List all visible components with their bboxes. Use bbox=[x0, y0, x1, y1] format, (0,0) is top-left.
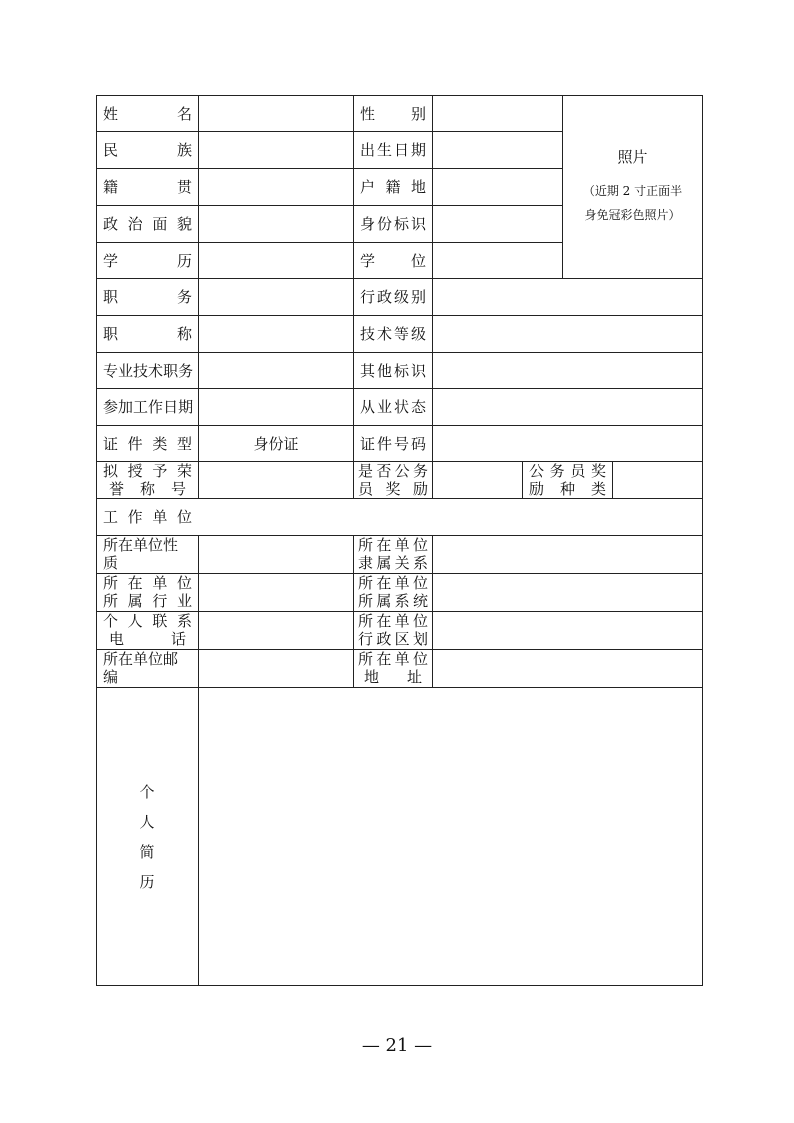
label-char: 期 bbox=[410, 140, 426, 159]
label-unit-nature: 所在单位性质 bbox=[103, 536, 179, 572]
label-char: 在 bbox=[376, 574, 392, 592]
label-char: 称 bbox=[176, 324, 192, 343]
label-char: 生 bbox=[376, 140, 392, 159]
label-char: 姓 bbox=[103, 104, 119, 123]
label-native-place bbox=[97, 168, 198, 205]
label-char: 型 bbox=[176, 434, 192, 453]
label-char: 码 bbox=[410, 434, 426, 453]
label-char: 性 bbox=[360, 104, 376, 123]
label-char: 在 bbox=[376, 612, 392, 630]
label-char: 奖 bbox=[590, 461, 606, 480]
label-household-registration bbox=[354, 168, 432, 205]
label-char: 等 bbox=[393, 324, 409, 343]
label-char: 区 bbox=[394, 630, 410, 648]
label-char: 位 bbox=[412, 650, 428, 668]
label-char: 技 bbox=[360, 324, 376, 343]
label-gender bbox=[354, 95, 432, 132]
label-char: 位 bbox=[176, 574, 192, 592]
label-char: 日 bbox=[163, 397, 179, 416]
label-char: 系 bbox=[412, 554, 428, 572]
label-char: 否 bbox=[376, 461, 392, 480]
label-char: 加 bbox=[118, 397, 134, 416]
label-char: 单 bbox=[394, 650, 410, 668]
label-char: 位 bbox=[412, 574, 428, 592]
label-line bbox=[358, 480, 428, 498]
label-char: 状 bbox=[393, 397, 409, 416]
label-char: 个 bbox=[103, 612, 119, 630]
label-char: 工 bbox=[133, 397, 149, 416]
label-char: 励 bbox=[412, 479, 428, 498]
label-char: 种 bbox=[559, 479, 575, 498]
label-char: 政 bbox=[103, 214, 119, 233]
label-line bbox=[358, 592, 428, 610]
label-personal-phone bbox=[97, 611, 198, 649]
label-char: 单 bbox=[394, 574, 410, 592]
label-char: 学 bbox=[103, 251, 119, 270]
label-work-unit bbox=[97, 498, 198, 535]
label-char: 是 bbox=[358, 461, 374, 480]
label-line bbox=[529, 480, 606, 498]
label-char: 件 bbox=[127, 434, 143, 453]
label-char: 职 bbox=[103, 287, 119, 306]
label-char: 期 bbox=[178, 397, 194, 416]
label-line bbox=[103, 592, 192, 610]
label-birth-date bbox=[354, 131, 432, 168]
label-char: 工 bbox=[103, 507, 119, 526]
label-char: 识 bbox=[410, 361, 426, 380]
label-line bbox=[358, 668, 428, 686]
label-char: 业 bbox=[118, 361, 134, 380]
label-char: 从 bbox=[360, 397, 376, 416]
label-char: 治 bbox=[127, 214, 143, 233]
label-char: 划 bbox=[412, 630, 428, 648]
label-char: 职 bbox=[103, 324, 119, 343]
label-char: 证 bbox=[103, 434, 119, 453]
label-identity-mark bbox=[354, 205, 432, 242]
label-char: 参 bbox=[103, 397, 119, 416]
label-char: 户 bbox=[360, 177, 376, 196]
label-char: 貌 bbox=[176, 214, 192, 233]
label-line bbox=[103, 480, 192, 498]
label-line bbox=[358, 554, 428, 572]
label-char: 份 bbox=[376, 214, 392, 233]
label-line bbox=[103, 630, 192, 648]
label-char: 面 bbox=[152, 214, 168, 233]
label-char: 名 bbox=[176, 104, 192, 123]
label-award-type bbox=[523, 461, 612, 498]
label-civil-servant-award bbox=[354, 461, 432, 498]
label-char: 地 bbox=[410, 177, 426, 196]
label-char: 电 bbox=[109, 630, 125, 648]
label-char: 作 bbox=[148, 397, 164, 416]
label-char: 属 bbox=[127, 592, 143, 610]
label-line bbox=[358, 650, 428, 668]
label-char: 隶 bbox=[358, 554, 374, 572]
label-char: 励 bbox=[529, 479, 545, 498]
label-char: 证 bbox=[360, 434, 376, 453]
label-char: 位 bbox=[176, 507, 192, 526]
label-char: 位 bbox=[410, 251, 426, 270]
label-position bbox=[97, 278, 198, 315]
label-char: 属 bbox=[376, 554, 392, 572]
label-tech-grade bbox=[354, 315, 432, 352]
label-line bbox=[358, 574, 428, 592]
label-char: 身 bbox=[360, 214, 376, 233]
label-unit-address bbox=[354, 649, 432, 687]
grid-line bbox=[432, 535, 433, 687]
photo-title: 照片 bbox=[617, 148, 648, 166]
label-line bbox=[358, 612, 428, 630]
label-char: 所 bbox=[103, 574, 119, 592]
label-line bbox=[103, 462, 192, 480]
label-char: 所 bbox=[358, 612, 374, 630]
label-line bbox=[358, 462, 428, 480]
label-char: 标 bbox=[393, 361, 409, 380]
label-char: 单 bbox=[152, 507, 168, 526]
label-char: 在 bbox=[376, 650, 392, 668]
label-char: 所 bbox=[103, 592, 119, 610]
page-number: — 21 — bbox=[361, 1035, 433, 1056]
label-char: 单 bbox=[394, 536, 410, 554]
label-char: 政 bbox=[376, 630, 392, 648]
photo-note-line2: 身免冠彩色照片） bbox=[584, 208, 681, 222]
label-char: 学 bbox=[360, 251, 376, 270]
label-char: 系 bbox=[176, 612, 192, 630]
label-unit-postcode: 所在单位邮编 bbox=[103, 650, 179, 686]
label-political-status bbox=[97, 205, 198, 242]
label-char: 关 bbox=[394, 554, 410, 572]
label-char: 他 bbox=[376, 361, 392, 380]
label-char: 单 bbox=[394, 612, 410, 630]
label-char: 统 bbox=[412, 592, 428, 610]
label-char: 拟 bbox=[103, 461, 119, 480]
label-ethnicity bbox=[97, 131, 198, 168]
label-education bbox=[97, 242, 198, 279]
label-char: 作 bbox=[127, 507, 143, 526]
label-char: 出 bbox=[360, 140, 376, 159]
label-line bbox=[103, 574, 192, 592]
label-char: 在 bbox=[127, 574, 143, 592]
label-admin-level bbox=[354, 278, 432, 315]
label-char: 予 bbox=[152, 461, 168, 480]
photo-area bbox=[562, 95, 703, 278]
label-char: 务 bbox=[549, 461, 565, 480]
label-char: 类 bbox=[152, 434, 168, 453]
label-char: 业 bbox=[376, 397, 392, 416]
label-char: 务 bbox=[176, 287, 192, 306]
label-char: 所 bbox=[358, 574, 374, 592]
label-char: 荣 bbox=[176, 461, 192, 480]
label-char: 日 bbox=[393, 140, 409, 159]
label-char: 族 bbox=[176, 140, 192, 159]
label-char: 授 bbox=[127, 461, 143, 480]
label-char: 奖 bbox=[385, 479, 401, 498]
label-char: 员 bbox=[358, 479, 374, 498]
label-employment-status bbox=[354, 388, 432, 425]
label-char: 级 bbox=[410, 324, 426, 343]
label-line bbox=[529, 462, 606, 480]
label-work-start-date bbox=[97, 388, 198, 425]
label-line bbox=[103, 612, 192, 630]
photo-note-line1: （近期 2 寸正面半 bbox=[582, 184, 683, 198]
label-unit-affiliation bbox=[354, 535, 432, 573]
label-char: 政 bbox=[376, 287, 392, 306]
label-char: 单 bbox=[152, 574, 168, 592]
label-char: 业 bbox=[176, 592, 192, 610]
form-table bbox=[96, 95, 703, 986]
label-char: 务 bbox=[412, 461, 428, 480]
label-char: 民 bbox=[103, 140, 119, 159]
label-char: 誉 bbox=[109, 479, 125, 498]
label-unit-industry bbox=[97, 573, 198, 611]
label-char: 位 bbox=[412, 612, 428, 630]
label-char: 位 bbox=[412, 536, 428, 554]
label-char: 别 bbox=[410, 287, 426, 306]
label-char: 态 bbox=[410, 397, 426, 416]
label-char: 所 bbox=[358, 592, 374, 610]
grid-line bbox=[612, 461, 613, 498]
label-id-type bbox=[97, 425, 198, 462]
label-char: 识 bbox=[410, 214, 426, 233]
label-char: 件 bbox=[376, 434, 392, 453]
label-char: 籍 bbox=[103, 177, 119, 196]
label-char: 所 bbox=[358, 650, 374, 668]
label-title bbox=[97, 315, 198, 352]
label-char: 属 bbox=[376, 592, 392, 610]
label-other-mark bbox=[354, 352, 432, 389]
label-line bbox=[358, 630, 428, 648]
resume-char: 历 bbox=[139, 872, 155, 891]
label-char: 在 bbox=[376, 536, 392, 554]
label-char: 所 bbox=[358, 536, 374, 554]
label-char: 贯 bbox=[176, 177, 192, 196]
label-char: 员 bbox=[570, 461, 586, 480]
label-char: 联 bbox=[152, 612, 168, 630]
grid-line bbox=[432, 95, 433, 498]
label-char: 术 bbox=[376, 324, 392, 343]
label-line bbox=[358, 536, 428, 554]
label-char: 话 bbox=[170, 630, 186, 648]
resume-char: 人 bbox=[139, 812, 155, 831]
label-unit-region bbox=[354, 611, 432, 649]
label-char: 称 bbox=[139, 479, 155, 498]
label-id-number bbox=[354, 425, 432, 462]
label-char: 术 bbox=[148, 361, 164, 380]
label-name bbox=[97, 95, 198, 132]
label-char: 号 bbox=[393, 434, 409, 453]
label-unit-system bbox=[354, 573, 432, 611]
grid-line bbox=[198, 535, 199, 986]
label-char: 职 bbox=[163, 361, 179, 380]
label-char: 专 bbox=[103, 361, 119, 380]
label-resume bbox=[96, 687, 198, 986]
label-char: 其 bbox=[360, 361, 376, 380]
label-char: 公 bbox=[529, 461, 545, 480]
label-char: 别 bbox=[410, 104, 426, 123]
label-char: 号 bbox=[170, 479, 186, 498]
label-char: 系 bbox=[394, 592, 410, 610]
label-char: 人 bbox=[127, 612, 143, 630]
resume-char: 个 bbox=[139, 782, 155, 801]
label-char: 历 bbox=[176, 251, 192, 270]
label-char: 行 bbox=[358, 630, 374, 648]
label-char: 类 bbox=[590, 479, 606, 498]
label-char: 标 bbox=[393, 214, 409, 233]
label-char: 籍 bbox=[385, 177, 401, 196]
label-char: 地 bbox=[364, 668, 380, 686]
label-char: 技 bbox=[133, 361, 149, 380]
label-char: 址 bbox=[406, 668, 422, 686]
label-char: 级 bbox=[393, 287, 409, 306]
label-degree bbox=[354, 242, 432, 279]
resume-char: 简 bbox=[139, 842, 155, 861]
value-id-type: 身份证 bbox=[253, 434, 299, 453]
label-char: 务 bbox=[178, 361, 194, 380]
label-proposed-honor bbox=[97, 461, 198, 498]
label-char: 公 bbox=[394, 461, 410, 480]
label-char: 行 bbox=[152, 592, 168, 610]
label-char: 行 bbox=[360, 287, 376, 306]
label-professional-position bbox=[97, 352, 198, 389]
